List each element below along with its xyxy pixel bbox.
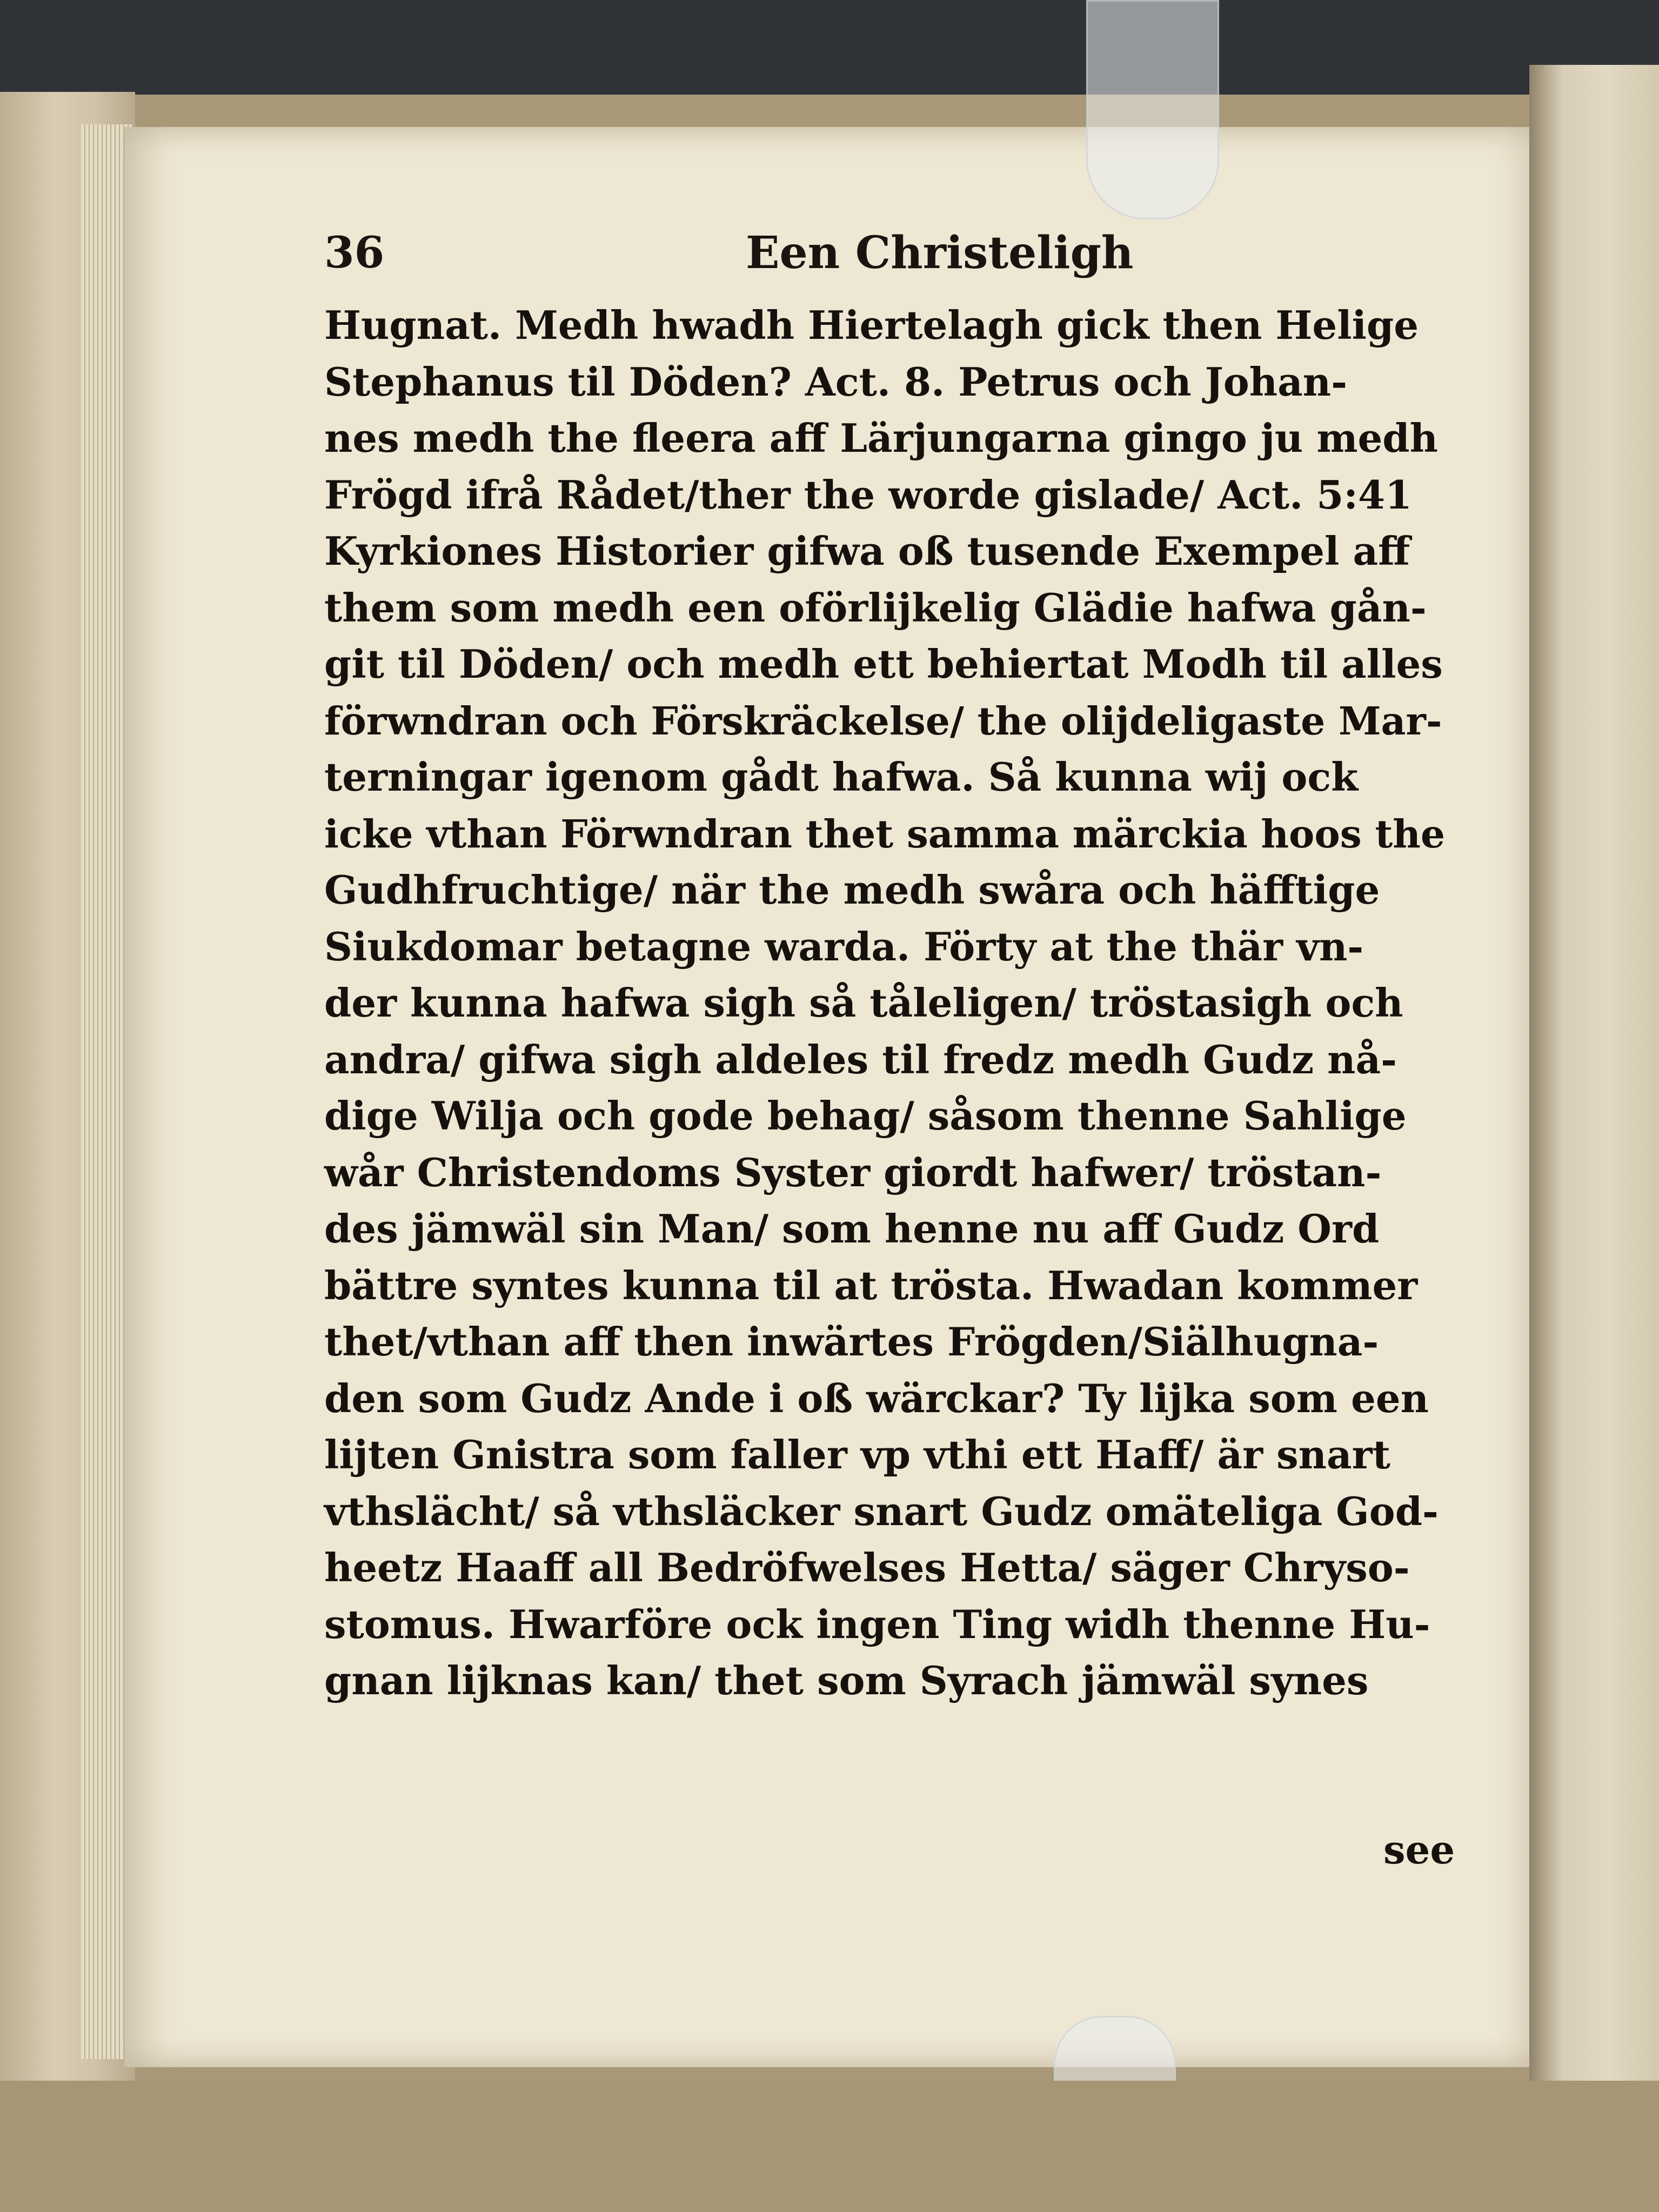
text-line: stomus. Hwarföre ock ingen Ting widh thenne Hu-	[324, 1601, 1430, 1647]
text-line: förwndran och Förskräckelse/ the olijdeligaste Mar-	[324, 698, 1442, 744]
text-line: them som medh een oförlijkelig Glädie hafwa gån-	[324, 584, 1427, 631]
text-line: lijten Gnistra som faller vp vthi ett Haff/ är snart	[324, 1432, 1390, 1478]
text-line: wår Christendoms Syster giordt hafwer/ tröstan-	[324, 1149, 1382, 1195]
text-line: der kunna hafwa sigh så tåleligen/ tröstasigh och	[324, 980, 1403, 1026]
page-header	[324, 227, 1437, 286]
text-line: heetz Haaff all Bedröfwelses Hetta/ säger Chryso-	[324, 1545, 1410, 1590]
text-line: Hugnat. Medh hwadh Hiertelagh gick then Helige	[324, 302, 1419, 348]
text-line: git til Döden/ och medh ett behiertat Modh til alles	[324, 641, 1443, 687]
text-line: Kyrkiones Historier gifwa oß tusende Exempel aff	[324, 528, 1410, 574]
text-line: Frögd ifrå Rådet/ther the worde gislade/ Act. 5:41	[324, 471, 1413, 518]
text-line: bättre syntes kunna til at trösta. Hwadan kommer	[324, 1262, 1418, 1308]
text-line: dige Wilja och gode behag/ såsom thenne Sahlige	[324, 1093, 1407, 1139]
text-line: den som Gudz Ande i oß wärckar? Ty lijka som een	[324, 1375, 1429, 1421]
catchword: see	[1383, 1827, 1455, 1873]
text-line: des jämwäl sin Man/ som henne nu aff Gudz Ord	[324, 1206, 1380, 1252]
facing-page-edge	[1529, 65, 1659, 2086]
background-bottom	[0, 2081, 1659, 2212]
text-line: icke vthan Förwndran thet samma märckia hoos the	[324, 811, 1446, 857]
text-line: andra/ gifwa sigh aldeles til fredz medh Gudz nå-	[324, 1036, 1397, 1082]
running-title: Een Christeligh	[746, 227, 1134, 279]
text-line: thet/vthan aff then inwärtes Frögden/Siälhugna-	[324, 1319, 1379, 1365]
text-line: gnan lijknas kan/ thet som Syrach jämwäl synes	[324, 1658, 1369, 1703]
page-number: 36	[324, 227, 385, 278]
body-text	[324, 297, 1448, 1709]
text-line: nes medh the fleera aff Lärjungarna gingo ju medh	[324, 415, 1438, 461]
text-line: Siukdomar betagne warda. Förty at the thär vn-	[324, 923, 1364, 970]
text-line: terningar igenom gådt hafwa. Så kunna wij ock	[324, 754, 1359, 800]
background-top	[0, 0, 1659, 95]
page-clip-top	[1086, 0, 1219, 219]
text-line: Gudhfruchtige/ när the medh swåra och häfftige	[324, 867, 1380, 913]
text-line: vthslächt/ så vthsläcker snart Gudz omäteliga God-	[324, 1488, 1439, 1534]
text-line: Stephanus til Döden? Act. 8. Petrus och Johan-	[324, 358, 1348, 405]
